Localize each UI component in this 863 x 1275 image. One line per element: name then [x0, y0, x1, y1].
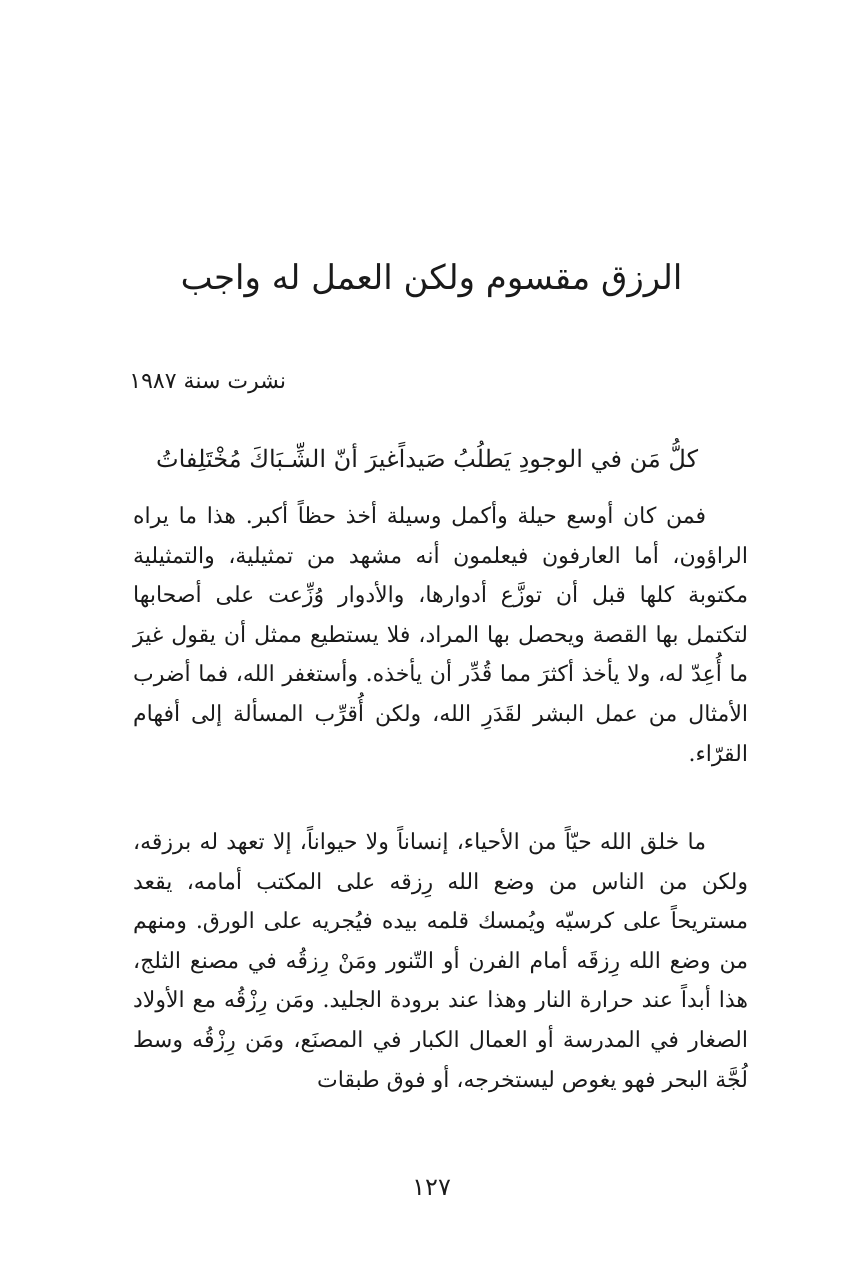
body-paragraph: فمن كان أوسع حيلة وأكمل وسيلة أخذ حظاً أكبر. هذا ما يراه الراؤون، أما العارفون فيعلمون أنه مشهد من تمثيلية، والتمثيلية مكتوبة كلها قبل أن توزَّع أدوارها، والأدوار وُزِّعت على أصحابها لتكتمل بها القصة ويحصل بها المراد، فلا يستطيع ممثل أن يقول غيرَ ما أُعِدّ له، ولا يأخذ أكثرَ مما قُدِّر أن يأخذه. وأستغفر الله، فما أضرب الأمثال من عمل البشر لقَدَرِ الله، ولكن أُقرِّب المسألة إلى أفهام القرّاء. [133, 504, 749, 767]
body-paragraph: ما خلق الله حيّاً من الأحياء، إنساناً ولا حيواناً، إلا تعهد له برزقه، ولكن من الناس من وضع الله رِزقه على المكتب أمامه، يقعد مستريحاً على كرسيّه ويُمسك قلمه بيده فيُجريه على الورق. ومنهم من وضع الله رِزقَه أمام الفرن أو التّنور ومَنْ رِزقُه في مصنع الثلج، هذا أبداً عند حرارة النار وهذا عند برودة الجليد. ومَن رِزْقُه مع الأولاد الصغار في المدرسة أو العمال الكبار في المصنَع، ومَن رِزْقُه وسط لُجَّة البحر فهو يغوص ليستخرجه، أو فوق طبقات [133, 830, 748, 1093]
verse-first-hemistich: كلُّ مَن في الوجودِ يَطلُبُ صَيداً [398, 445, 698, 473]
poetry-verse [158, 437, 698, 481]
chapter-title: الرزق مقسوم ولكن العمل له واجب [180, 258, 683, 298]
verse-second-hemistich: غيرَ أنّ الشِّـبَاكَ مُخْتَلِفاتُ [156, 445, 399, 473]
page-number: ١٢٧ [412, 1173, 451, 1201]
publication-note: نشرت سنة ١٩٨٧ [129, 369, 286, 394]
